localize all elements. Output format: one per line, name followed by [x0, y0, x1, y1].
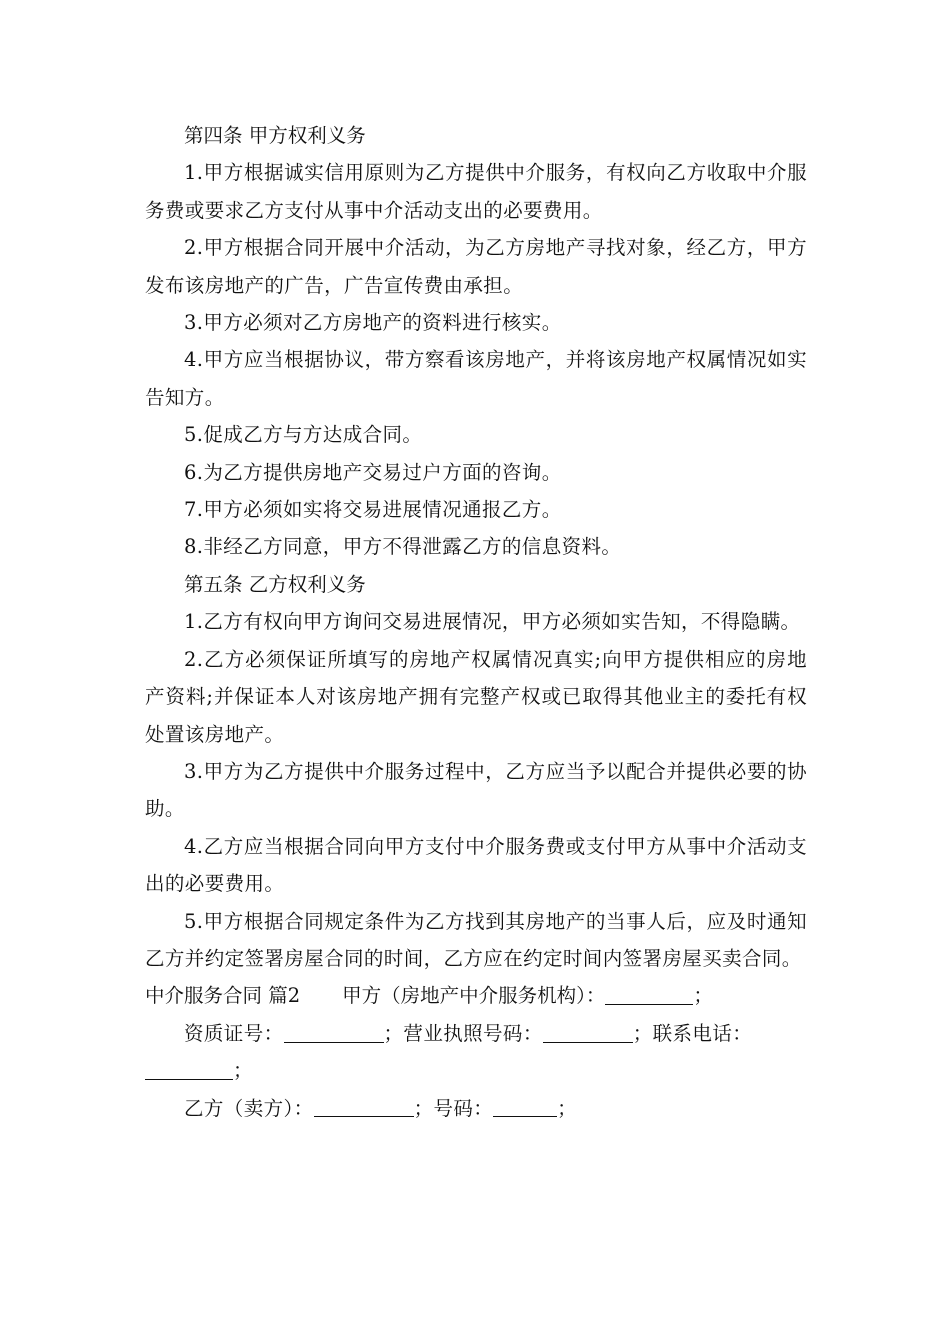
- number-blank[interactable]: [493, 1096, 557, 1117]
- number-end-mark: ；: [557, 1096, 578, 1120]
- article-4-item-7: 7.甲方必须如实将交易进展情况通报乙方。: [184, 498, 562, 522]
- party-b-blank[interactable]: [314, 1096, 414, 1117]
- article-4-item-5: 5.促成乙方与方达成合同。: [184, 423, 423, 447]
- document-page: [145, 117, 807, 1127]
- number-label: ；号码：: [413, 1096, 494, 1120]
- contract-2-title: 中介服务合同 篇2: [145, 984, 301, 1008]
- phone-blank[interactable]: [145, 1059, 233, 1080]
- party-a-label: 甲方（房地产中介服务机构）：: [342, 984, 606, 1008]
- article-5-item-3: 3.甲方为乙方提供中介服务过程中，乙方应当予以配合并提供必要的协助。: [145, 759, 807, 821]
- article-5-item-4: 4.乙方应当根据合同向甲方支付中介服务费或支付甲方从事中介活动支出的必要费用。: [145, 834, 807, 896]
- party-a-end-mark: ；: [693, 984, 713, 1008]
- party-b-label: 乙方（卖方）：: [184, 1096, 314, 1120]
- article-4-item-6: 6.为乙方提供房地产交易过户方面的咨询。: [184, 460, 562, 484]
- article-4-item-8: 8.非经乙方同意，甲方不得泄露乙方的信息资料。: [184, 535, 622, 559]
- phone-line: [145, 1052, 807, 1089]
- qualification-blank[interactable]: [284, 1021, 384, 1042]
- qualification-line: [145, 1015, 807, 1052]
- article-5-item-2: 2.乙方必须保证所填写的房地产权属情况真实;向甲方提供相应的房地产资料;并保证本人对该房地产拥有完整产权或已取得其他业主的委托有权处置该房地产。: [145, 647, 807, 746]
- article-5-title: 第五条 乙方权利义务: [184, 572, 366, 596]
- article-4-item-4: 4.甲方应当根据协议，带方察看该房地产，并将该房地产权属情况如实告知方。: [145, 348, 807, 409]
- party-b-line: [145, 1090, 807, 1127]
- article-4-title: 第四条 甲方权利义务: [184, 124, 366, 147]
- article-5-item-1: 1.乙方有权向甲方询问交易进展情况，甲方必须如实告知，不得隐瞒。: [184, 610, 801, 634]
- contract-2-header-line: [145, 977, 807, 1014]
- license-label: ；营业执照号码：: [383, 1021, 543, 1045]
- article-5-item-5: 5.甲方根据合同规定条件为乙方找到其房地产的当事人后，应及时通知乙方并约定签署房屋合同的时间，乙方应在约定时间内签署房屋买卖合同。: [145, 909, 807, 970]
- article-4-item-1: 1.甲方根据诚实信用原则为乙方提供中介服务，有权向乙方收取中介服务费或要求乙方支付从事中介活动支出的必要费用。: [145, 161, 807, 222]
- qualification-label: 资质证号：: [184, 1021, 284, 1045]
- party-a-blank[interactable]: [605, 984, 693, 1005]
- article-4-item-3: 3.甲方必须对乙方房地产的资料进行核实。: [184, 311, 562, 335]
- phone-label: ；联系电话：: [632, 1021, 753, 1045]
- article-4-item-2: 2.甲方根据合同开展中介活动，为乙方房地产寻找对象，经乙方，甲方发布该房地产的广告，广告宣传费由承担。: [145, 236, 807, 297]
- phone-end-mark: ；: [233, 1059, 253, 1083]
- license-blank[interactable]: [543, 1021, 633, 1042]
